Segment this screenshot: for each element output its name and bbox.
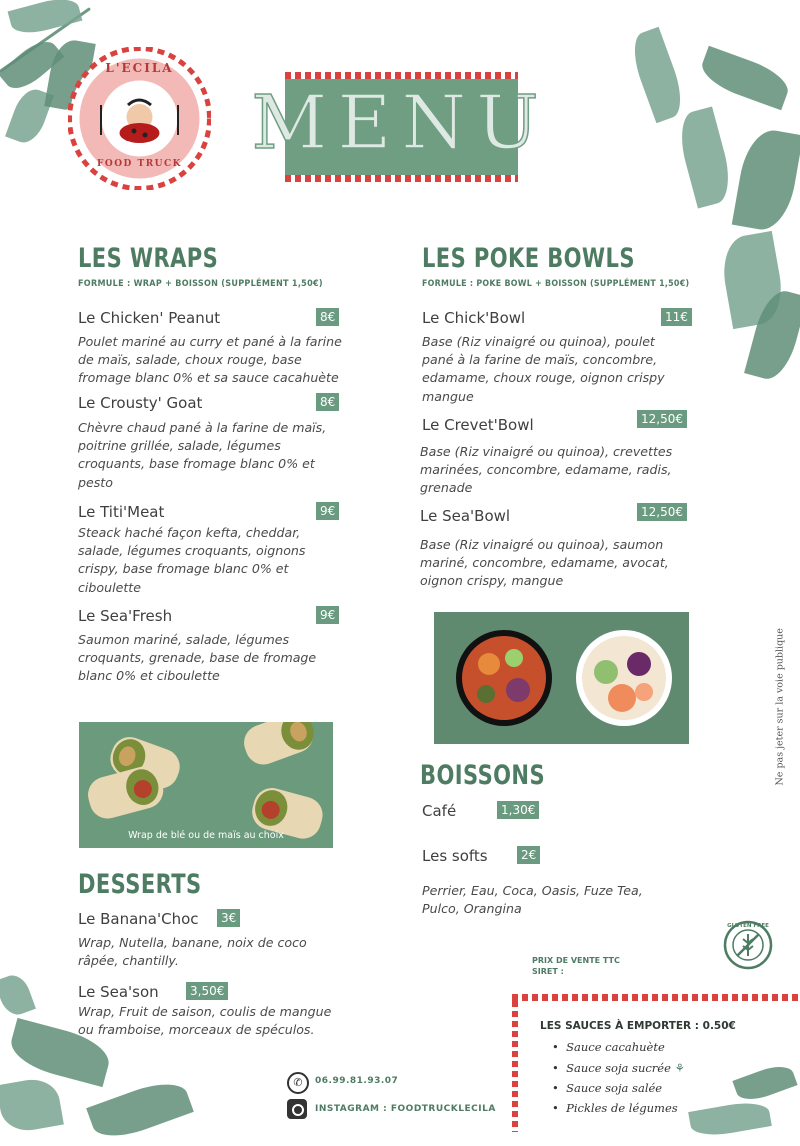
boissons-heading: BOISSONS [420,760,546,791]
dessert-item-price: 3,50€ [186,982,228,1000]
sauce-item-label: Sauce soja sucrée [566,1061,671,1075]
poke-heading: LES POKE BOWLS [422,243,635,274]
sauces-stripe-left [512,1001,518,1132]
wraps-heading: LES WRAPS [78,243,219,274]
gluten-free-badge [723,920,773,970]
prix-de-vente: PRIX DE VENTE TTC [532,956,620,965]
wrap-item-name: Le Crousty' Goat [78,394,203,412]
menu-title: MENU [251,80,549,166]
logo-bottom-text: FOOD TRUCK [96,159,183,169]
desserts-heading: DESSERTS [78,869,202,900]
wrap-item-name: Le Titi'Meat [78,503,165,521]
sauce-item-label: Sauce soja salée [566,1081,663,1095]
poke-item-name: Le Chick'Bowl [422,309,526,327]
sauce-item-label: Sauce cacahuète [566,1040,665,1054]
poke-item-price: 12,50€ [637,410,687,428]
wrap-item-desc: Poulet mariné au curry et pané à la farine de maïs, salade, choux rouge, base fromage blanc 0% et sa sauce cacahuète [78,334,342,386]
instagram-handle: INSTAGRAM : FOODTRUCKLECILA [315,1104,496,1114]
poke-item-desc: Base (Riz vinaigré ou quinoa), saumon mariné, concombre, edamame, avocat, oignon crispy, mangue [420,537,669,589]
poke-item-price: 11€ [661,308,692,326]
sauce-item: • Pickles de légumes [552,1101,678,1115]
boisson-item-price: 1,30€ [497,801,539,819]
poke-photo [434,612,689,744]
poke-item-price: 12,50€ [637,503,687,521]
poke-item-name: Le Crevet'Bowl [422,416,534,434]
boisson-item-price: 2€ [517,846,540,864]
dessert-item-desc: Wrap, Nutella, banane, noix de coco râpée, chantilly. [78,935,307,969]
wrap-photo [79,722,333,848]
dessert-item-desc: Wrap, Fruit de saison, coulis de mangue ou framboise, morceaux de spéculos. [78,1004,332,1038]
phone-icon: ✆ [287,1072,309,1094]
poke-formule: FORMULE : POKE BOWL + BOISSON (SUPPLÉMENT 1,50€) [422,279,690,289]
wrap-item-price: 9€ [316,606,339,624]
poke-item-desc: Base (Riz vinaigré ou quinoa), poulet pané à la farine de maïs, concombre, edamame, choux rouge, oignon crispy mangue [422,334,665,404]
poke-item-desc: Base (Riz vinaigré ou quinoa), crevettes marinées, concombre, edamame, radis, grenade [420,444,673,496]
wrap-item-price: 8€ [316,393,339,411]
sauces-title: LES SAUCES À EMPORTER : 0.50€ [540,1020,736,1032]
sauce-item: • Sauce soja sucrée ⚘ [552,1061,685,1075]
sauce-item: • Sauce cacahuète [552,1040,665,1054]
sauce-item: • Sauce soja salée [552,1081,663,1095]
sauces-box [512,994,800,1132]
dessert-item-price: 3€ [217,909,240,927]
wrap-item-name: Le Chicken' Peanut [78,309,221,327]
gluten-free-text: GLUTEN FREE [727,923,769,929]
wrap-item-desc: Chèvre chaud pané à la farine de maïs, poitrine grillée, salade, légumes croquants, base fromage blanc 0% et pesto [78,420,327,490]
stripe-top [285,72,518,79]
boisson-desc: Perrier, Eau, Coca, Oasis, Fuze Tea, Pulco, Orangina [422,883,643,917]
dessert-item-name: Le Sea'son [78,983,159,1001]
phone-number: 06.99.81.93.07 [315,1076,399,1086]
sauces-stripe-top [512,994,800,1001]
wrap-item-name: Le Sea'Fresh [78,607,173,625]
siret: SIRET : [532,967,564,976]
wrap-item-desc: Steack haché façon kefta, cheddar, salade, légumes croquants, oignons crispy, base fromage blanc 0% et ciboulette [78,525,306,595]
logo [68,47,211,190]
wrap-item-desc: Saumon mariné, salade, légumes croquants, grenade, base de fromage blanc 0% et ciboulette [78,632,317,684]
logo-top-text: L'ECILA [105,61,174,75]
boisson-item-name: Café [422,802,457,820]
wheat-icon: ⚘ [674,1061,685,1075]
stripe-bottom [285,175,518,182]
wrap-item-price: 9€ [316,502,339,520]
side-note: Ne pas jeter sur la voie publique [774,628,786,786]
boisson-item-name: Les softs [422,847,488,865]
sauce-item-label: Pickles de légumes [566,1101,678,1115]
poke-item-name: Le Sea'Bowl [420,507,511,525]
wrap-photo-caption: Wrap de blé ou de maïs au choix [128,830,284,841]
wrap-item-price: 8€ [316,308,339,326]
instagram-icon [287,1099,307,1119]
dessert-item-name: Le Banana'Choc [78,910,199,928]
wraps-formule: FORMULE : WRAP + BOISSON (SUPPLÉMENT 1,50€) [78,279,323,289]
